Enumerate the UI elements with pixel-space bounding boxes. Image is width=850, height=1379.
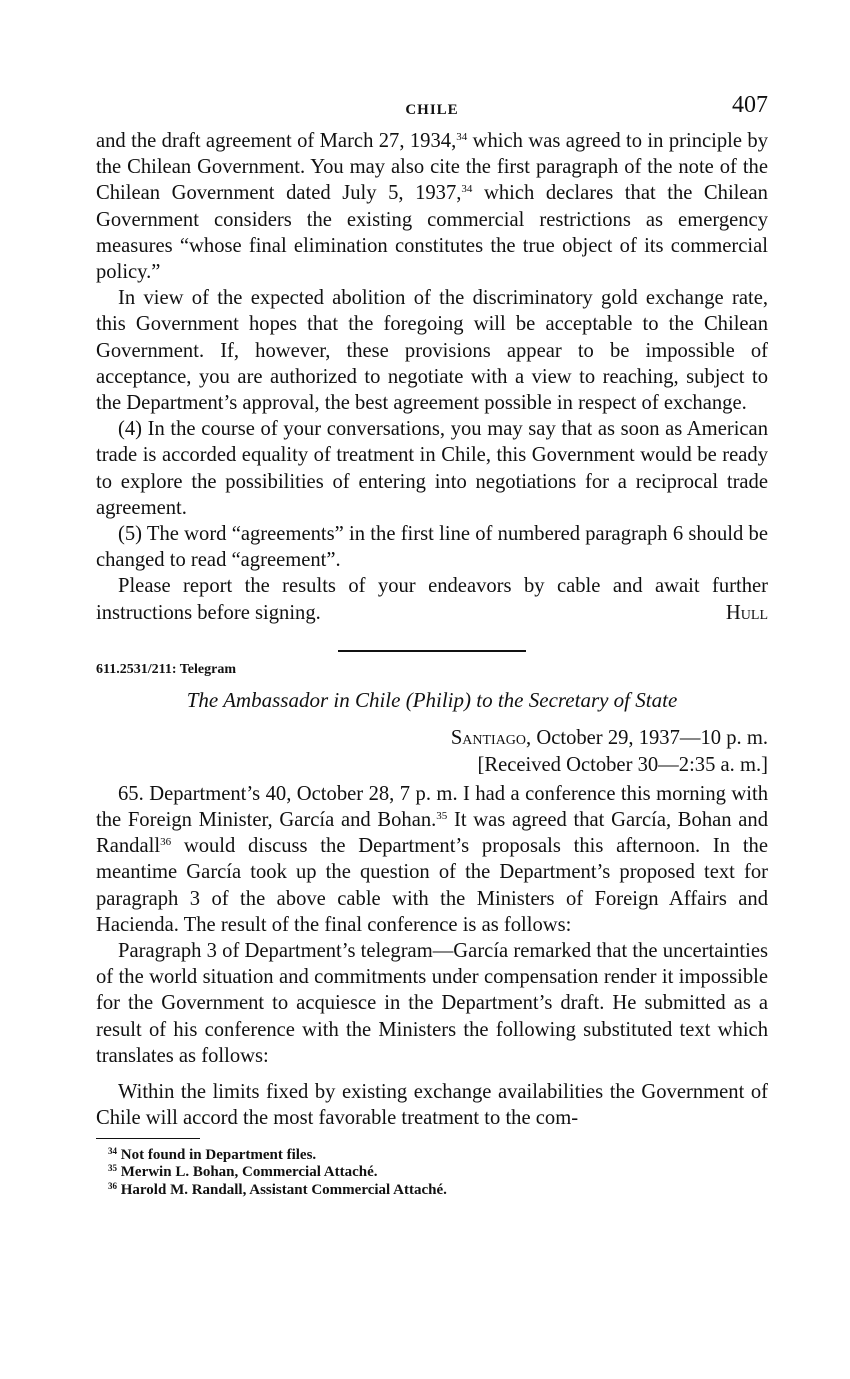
telegram-paragraph-2: Paragraph 3 of Department’s telegram—García remarked that the uncertainties of the world situation and commitments under compensation render it impossible for the Government to acquiesce in the Department’s draft. He submitted as a result of his conference with the Ministers the following substituted text which translates as follows: (96, 940, 768, 1067)
text-run: would discuss the Department’s proposals this afternoon. In the meantime García took up the question of the Department’s proposed text for paragraph 3 of the above cable with the Ministers of Foreign Affairs and Hacienda. The result of the final conference is as follows: (96, 835, 768, 936)
running-title: CHILE (405, 102, 459, 118)
footnote-text: Harold M. Randall, Assistant Commercial Attaché. (120, 1181, 447, 1198)
footnote-ref: 36 (160, 836, 172, 849)
file-number: 611.2531/211: Telegram (96, 661, 236, 677)
paragraph-exchange: In view of the expected abolition of the discriminatory gold exchange rate, this Government hopes that the foregoing will be acceptable to the Chilean Government. If, however, these provisions appear to be impossible of acceptance, you are authorized to negotiate with a view to reaching, subject to the Department’s approval, the best agreement possible in respect of exchange. (96, 287, 768, 415)
document-title: The Ambassador in Chile (Philip) to the Secretary of State (186, 687, 678, 712)
text-run: and the draft agreement of March 27, 1934, (96, 130, 457, 152)
document-page (96, 88, 768, 1199)
telegram-paragraph-3: Within the limits fixed by existing exchange availabilities the Government of Chile will accord the most favorable treatment to the com- (96, 1081, 768, 1130)
footnote-mark: 36 (108, 1180, 117, 1191)
received-line: [Received October 30—2:35 a. m.] (477, 753, 768, 776)
footnote-34 (108, 1147, 768, 1165)
text-run: which was agreed to in principle by the Chilean Government. You may also cite the first paragraph of the note of the Chilean Government dated July 5, 1937, (96, 130, 769, 205)
footnote-text: Merwin L. Bohan, Commercial Attaché. (120, 1164, 378, 1180)
footnote-divider (96, 1138, 200, 1139)
paragraph-item-4: (4) In the course of your conversations, you may say that as soon as American trade is accorded equality of treatment in Chile, this Government would be ready to explore the possibilities of entering into negotiations for a reciprocal trade agreement. (96, 418, 768, 519)
page-number: 407 (732, 92, 768, 118)
section-divider (338, 650, 526, 652)
footnote-35 (108, 1164, 768, 1182)
footnote-ref: 34 (461, 183, 473, 196)
sent-line (96, 725, 768, 752)
signature: Hull (725, 601, 768, 624)
paragraph-continued (96, 128, 768, 285)
running-header (96, 88, 768, 128)
text-run: It was agreed that García, Bohan and Randall (96, 809, 768, 858)
footnote-ref: 34 (456, 131, 468, 143)
telegram-paragraph-1 (96, 781, 768, 938)
text-run: which declares that the Chilean Government considers the existing commercial restrictions as emergency measures “whose final elimination constitutes the true object of its commercial policy.” (96, 182, 768, 284)
paragraph-closing (96, 573, 768, 625)
closing-text: Please report the results of your endeavors by cable and await further instructions before signing. (96, 575, 768, 624)
paragraph-item-5: (5) The word “agreements” in the first line of numbered paragraph 6 should be changed to read “agreement”. (96, 523, 768, 572)
text-run: 65. Department’s 40, October 28, 7 p. m. I had a conference this morning with the Foreign Minister, García and Bohan. (96, 782, 768, 832)
footnote-mark: 34 (108, 1145, 117, 1156)
place-name: Santiago (450, 726, 527, 749)
footnote-mark: 35 (108, 1163, 117, 1173)
footnote-36 (108, 1182, 768, 1200)
footnote-text: Not found in Department files. (120, 1146, 317, 1163)
sent-date: , October 29, 1937—10 p. m. (526, 726, 768, 749)
dateline (96, 725, 768, 779)
footnote-ref: 35 (436, 810, 448, 823)
